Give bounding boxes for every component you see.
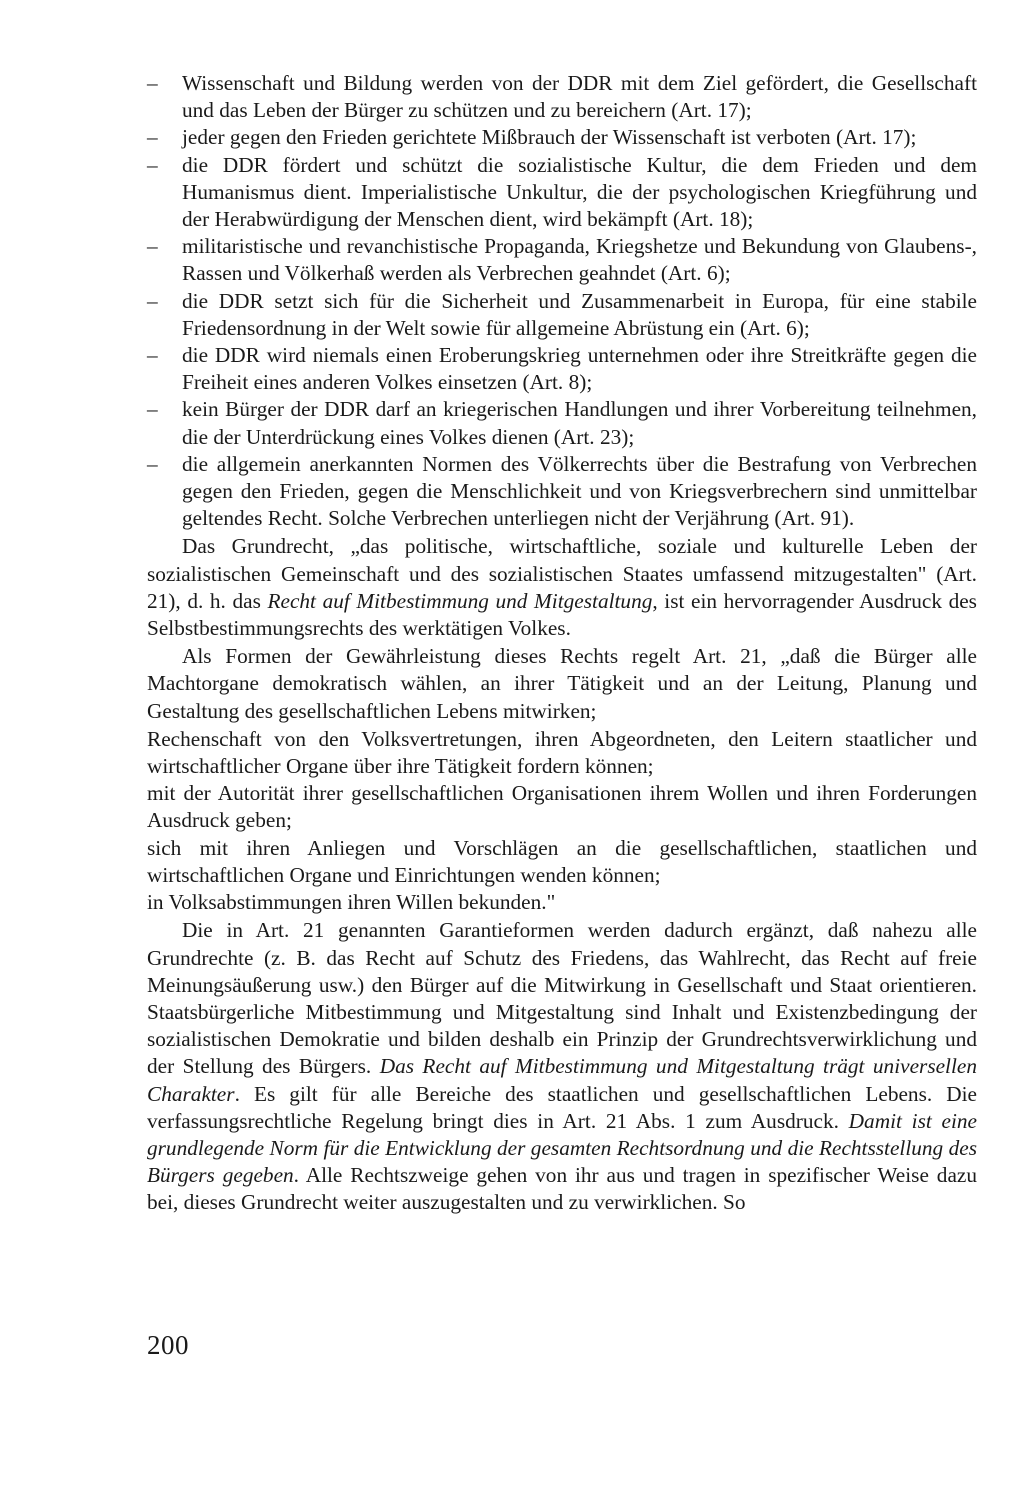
page-body	[147, 70, 977, 1217]
quote-line: mit der Autorität ihrer gesellschaftlichen Organisationen ihrem Wollen und ihren Forderungen Ausdruck geben;	[147, 781, 977, 833]
dash-icon: –	[147, 234, 158, 259]
list-item: – die DDR fördert und schützt die sozialistische Kultur, die dem Frieden und dem Humanismus dient. Imperialistische Unkultur, die der psychologischen Kriegführung und der Herabwürdigung der Menschen dient, wird bekämpft (Art. 18);	[147, 152, 977, 232]
quote-line: in Volksabstimmungen ihren Willen bekunden."	[147, 890, 556, 915]
quote-line: sich mit ihren Anliegen und Vorschlägen an die gesellschaftlichen, staatlichen und wirtschaftlichen Organe und Einrichtungen wenden können;	[147, 835, 977, 887]
dash-icon: –	[147, 152, 158, 177]
list-item: – kein Bürger der DDR darf an kriegerischen Handlungen und ihrer Vorbereitung teilnehmen, die der Unterdrückung eines Volkes dienen (Art. 23);	[147, 397, 977, 449]
dash-icon: –	[147, 343, 158, 368]
list-item: – jeder gegen den Frieden gerichtete Mißbrauch der Wissenschaft ist verboten (Art. 17);	[147, 124, 977, 151]
paragraph-formen: Als Formen der Gewährleistung dieses Rechts regelt Art. 21, „daß die Bürger alle Machtorgane demokratisch wählen, an ihrer Tätigkeit und an der Leitung, Planung und Gestaltung des gesellschaftlichen Lebens mitwirken;	[147, 644, 977, 723]
dash-icon: –	[147, 71, 158, 95]
list-item: – militaristische und revanchistische Propaganda, Kriegshetze und Bekundung von Glaubens-, Rassen und Völkerhaß werden als Verbrechen geahndet (Art. 6);	[147, 234, 977, 286]
list-item: – die allgemein anerkannten Normen des Völkerrechts über die Bestrafung von Verbrechen gegen den Frieden, gegen die Menschlichkeit und von Kriegsverbrechern sind unmittelbar geltendes Recht. Solche Verbrechen unterliegen nicht der Verjährung (Art. 91).	[147, 451, 977, 531]
dash-icon: –	[147, 451, 158, 476]
dash-icon: –	[147, 288, 158, 313]
list-item: – die DDR setzt sich für die Sicherheit und Zusammenarbeit in Europa, für eine stabile Friedensordnung in der Welt sowie für allgemeine Abrüstung ein (Art. 6);	[147, 288, 977, 340]
list-item: – die DDR wird niemals einen Eroberungskrieg unternehmen oder ihre Streitkräfte gegen die Freiheit eines anderen Volkes einsetzen (Art. 8);	[147, 343, 977, 395]
emphasis-text: Das Recht auf Mitbestimmung und Mitgestaltung trägt universellen Charakter	[147, 1054, 977, 1106]
quote-line: Rechenschaft von den Volksvertretungen, ihren Abgeordneten, den Leitern staatlicher und wirtschaftlicher Organe über ihre Tätigkeit fordern können;	[147, 726, 977, 779]
list-item: – Wissenschaft und Bildung werden von der DDR mit dem Ziel gefördert, die Gesellschaft und das Leben der Bürger zu schützen und zu bereichern (Art. 17);	[147, 71, 977, 123]
page-number: 200	[147, 1330, 189, 1360]
emphasis-text: Recht auf Mitbestimmung und Mitgestaltung	[267, 588, 653, 613]
paragraph-grundrecht: Das Grundrecht, „das politische, wirtschaftliche, soziale und kulturelle Leben der sozialistischen Gemeinschaft und des sozialistischen Staates umfassend mitzugestalten" (Art. 21), d. h. das Recht auf Mitbestimmung und Mitgestaltung, ist ein hervorragender Ausdruck des Selbstbestimmungsrechts des werktätigen Volkes.	[147, 534, 977, 641]
paragraph-garantieformen: Die in Art. 21 genannten Garantieformen werden dadurch ergänzt, daß nahezu alle Grundrechte (z. B. das Recht auf Schutz des Friedens, das Wahlrecht, das Recht auf freie Meinungsäußerung usw.) den Bürger auf die Mitwirkung in Gesellschaft und Staat orientieren. Staatsbürgerliche Mitbestimmung und Mitgestaltung sind Inhalt und Existenzbedingung der sozialistischen Demokratie und bilden deshalb ein Prinzip der Grundrechtsverwirklichung und der Stellung des Bürgers. Das Recht auf Mitbestimmung und Mitgestaltung trägt universellen Charakter. Es gilt für alle Bereiche des staatlichen und gesellschaftlichen Lebens. Die verfassungsrechtliche Regelung bringt dies in Art. 21 Abs. 1 zum Ausdruck. Damit ist eine grundlegende Norm für die Entwicklung der gesamten Rechtsordnung und die Rechtsstellung des Bürgers gegeben. Alle Rechtszweige gehen von ihr aus und tragen in spezifischer Weise dazu bei, dieses Grundrecht weiter auszugestalten und zu verwirklichen. So	[147, 918, 978, 1215]
dash-icon: –	[147, 125, 158, 150]
dash-icon: –	[147, 397, 158, 422]
emphasis-text: Damit ist eine grundlegende Norm für die Entwicklung der gesamten Rechtsordnung und die Rechtsstellung des Bürgers gegeben	[147, 1108, 978, 1188]
